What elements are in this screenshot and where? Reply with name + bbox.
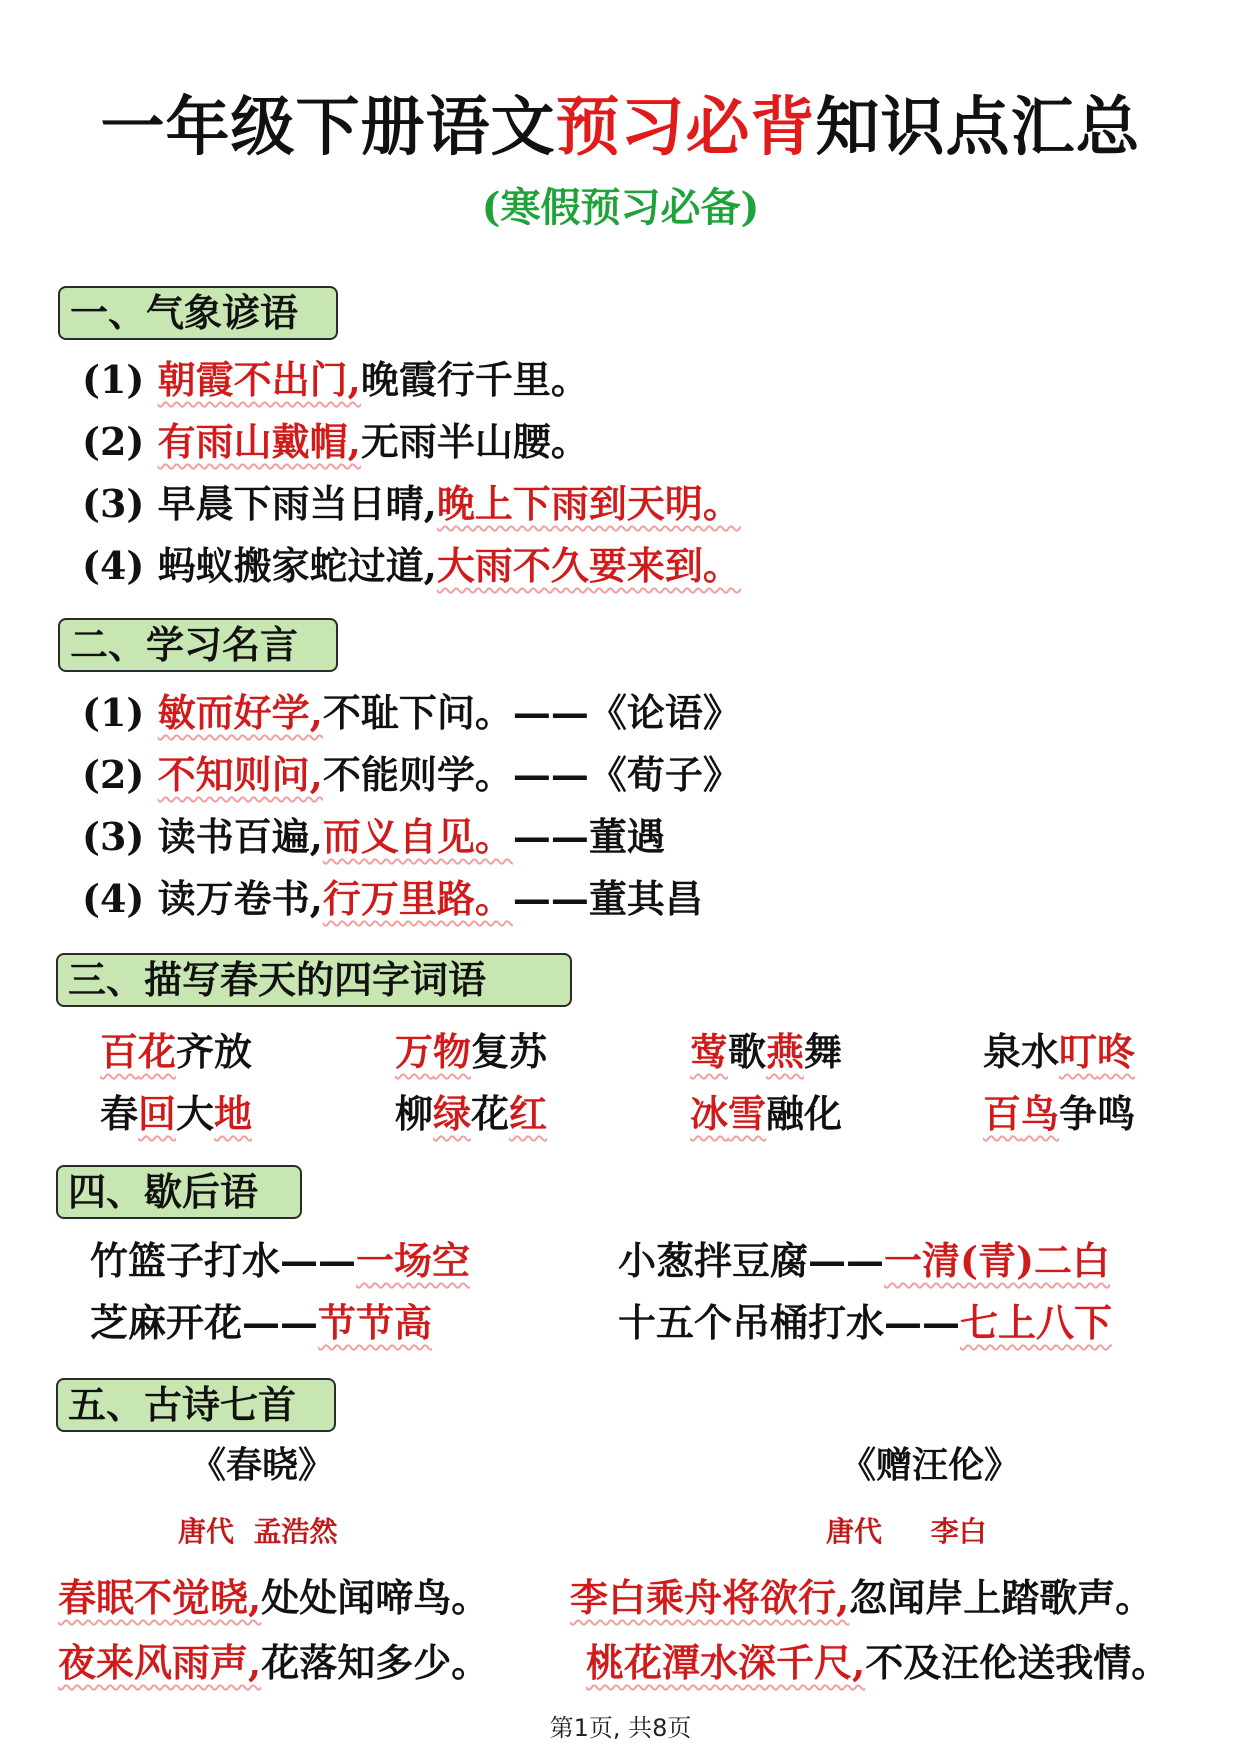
- idiom-item: 万物复苏: [395, 1029, 548, 1074]
- poem-author: 唐代 孟浩然: [178, 1515, 338, 1548]
- list-item: 小葱拌豆腐——一清(青)二白: [618, 1238, 1110, 1283]
- list-item: 竹篮子打水——一场空: [90, 1238, 471, 1283]
- list-item: (3) 早晨下雨当日晴,晚上下雨到天明。: [82, 481, 741, 526]
- idiom-item: 柳绿花红: [395, 1091, 548, 1136]
- list-item: (1) 朝霞不出门,晚霞行千里。: [82, 357, 589, 402]
- section-heading-ancient-poems: 五、古诗七首: [56, 1378, 336, 1432]
- poem-line: 夜来风雨声,花落知多少。: [58, 1640, 490, 1685]
- list-item: 十五个吊桶打水——七上八下: [618, 1300, 1113, 1345]
- page-number: 第1页, 共8页: [549, 1714, 692, 1742]
- idiom-item: 百花齐放: [100, 1029, 253, 1074]
- list-item: (4) 蚂蚁搬家蛇过道,大雨不久要来到。: [82, 543, 741, 588]
- poem-line: 春眠不觉晓,处处闻啼鸟。: [58, 1575, 490, 1620]
- section-heading-xiehouyu: 四、歇后语: [56, 1165, 302, 1219]
- idiom-item: 冰雪融化: [690, 1091, 843, 1136]
- idiom-item: 莺歌燕舞: [690, 1029, 843, 1074]
- list-item: 芝麻开花——节节高: [90, 1300, 433, 1345]
- list-item: (4) 读万卷书,行万里路。——董其昌: [82, 876, 703, 921]
- idiom-item: 百鸟争鸣: [983, 1091, 1136, 1136]
- poem-line: 李白乘舟将欲行,忽闻岸上踏歌声。: [570, 1575, 1154, 1620]
- idiom-item: 春回大地: [100, 1091, 253, 1136]
- idiom-item: 泉水叮咚: [983, 1029, 1136, 1074]
- list-item: (2) 有雨山戴帽,无雨半山腰。: [82, 419, 589, 464]
- poem-title: 《春晓》: [190, 1444, 335, 1486]
- poem-title: 《赠汪伦》: [840, 1444, 1021, 1486]
- section-heading-spring-idioms: 三、描写春天的四字词语: [56, 953, 572, 1007]
- list-item: (1) 敏而好学,不耻下问。——《论语》: [82, 690, 741, 735]
- section-heading-weather-proverbs: 一、气象谚语: [58, 286, 338, 340]
- list-item: (2) 不知则问,不能则学。——《荀子》: [82, 752, 741, 797]
- section-heading-learning-quotes: 二、学习名言: [58, 618, 338, 672]
- title-part1: 一年级下册语文: [100, 91, 556, 165]
- page-subtitle: (寒假预习必备): [481, 184, 760, 231]
- poem-author: 唐代 李白: [826, 1515, 987, 1548]
- title-highlight: 预习必背: [555, 91, 816, 165]
- title-part3: 知识点汇总: [815, 91, 1141, 165]
- page-title: [0, 88, 1241, 168]
- list-item: (3) 读书百遍,而义自见。——董遇: [82, 814, 665, 859]
- poem-line: 桃花潭水深千尺,不及汪伦送我情。: [586, 1640, 1170, 1685]
